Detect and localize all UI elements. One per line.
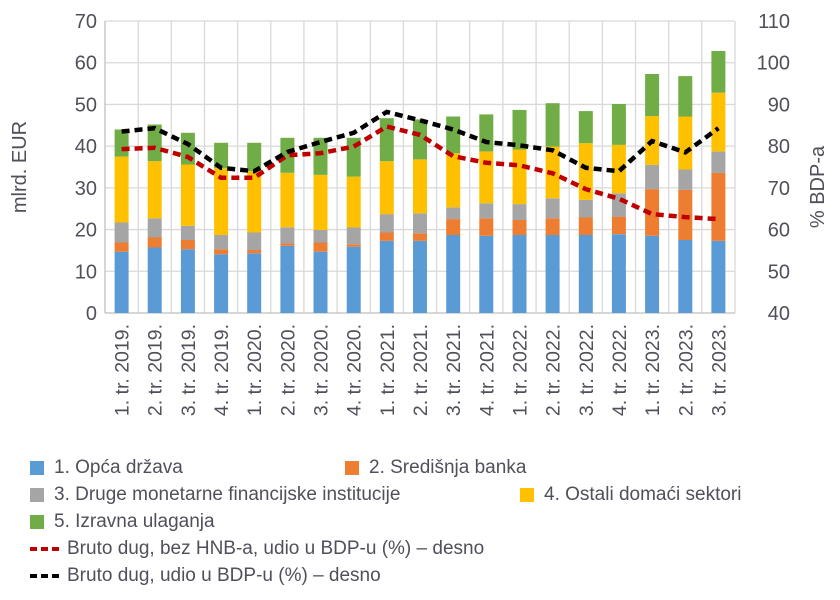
bar-segment: [247, 250, 261, 253]
legend-item-sredisnja-banka: [345, 457, 526, 479]
svg-text:3. tr. 2021.: 3. tr. 2021.: [443, 324, 466, 417]
legend-row-3: [0, 508, 840, 535]
bar-segment: [546, 198, 560, 218]
bar-segment: [711, 93, 725, 152]
legend-swatch-orange: [345, 461, 359, 475]
svg-text:1. tr. 2019.: 1. tr. 2019.: [111, 324, 134, 417]
legend-swatch-green: [30, 515, 44, 529]
left-axis-title: mlrd. EUR: [9, 120, 31, 214]
legend-row-5: [0, 562, 840, 589]
bar-segment: [280, 228, 294, 244]
bar-segment: [347, 247, 361, 313]
bar-segment: [115, 243, 129, 252]
bar-segment: [314, 175, 328, 230]
bar-segment: [711, 152, 725, 173]
svg-text:80: 80: [767, 136, 790, 159]
svg-text:1. tr. 2022.: 1. tr. 2022.: [509, 324, 532, 417]
bar-segment: [148, 161, 162, 218]
bar-segment: [446, 235, 460, 313]
legend-swatch-blue: [30, 461, 44, 475]
bar-segment: [612, 104, 626, 145]
svg-text:70: 70: [767, 177, 790, 200]
red-dashed-line-icon: [30, 547, 59, 551]
bar-segment: [446, 153, 460, 207]
bar-segment: [247, 171, 261, 232]
svg-text:10: 10: [74, 261, 97, 284]
bar-segment: [446, 208, 460, 220]
bar-segment: [612, 234, 626, 313]
bar-segment: [579, 218, 593, 236]
svg-text:4. tr. 2020.: 4. tr. 2020.: [343, 324, 366, 417]
legend-item-opca-drzava: [30, 457, 345, 479]
bar-segment: [347, 244, 361, 247]
svg-text:3. tr. 2020.: 3. tr. 2020.: [310, 324, 333, 417]
legend-item-izravna-ulaganja: [30, 511, 215, 533]
svg-text:50: 50: [767, 261, 790, 284]
svg-text:60: 60: [74, 52, 97, 75]
bar-segment: [513, 150, 527, 205]
bar-segment: [678, 240, 692, 313]
svg-text:70: 70: [74, 11, 97, 33]
svg-text:30: 30: [74, 177, 97, 200]
bar-segment: [115, 252, 129, 313]
bar-segment: [413, 213, 427, 233]
bar-segment: [678, 117, 692, 170]
svg-text:40: 40: [74, 136, 97, 159]
bar-segment: [678, 76, 692, 117]
legend-item-bruto-dug-bez-hnb: [30, 538, 484, 560]
svg-text:0: 0: [85, 303, 97, 325]
svg-text:2. tr. 2023.: 2. tr. 2023.: [675, 324, 698, 417]
svg-text:90: 90: [767, 94, 790, 117]
bar-segment: [413, 233, 427, 241]
bar-segment: [181, 133, 195, 165]
bar-segment: [314, 230, 328, 243]
bar-segment: [413, 160, 427, 214]
svg-text:3. tr. 2023.: 3. tr. 2023.: [708, 324, 731, 417]
bar-segment: [645, 74, 659, 116]
legend-item-druge-monetarne: [30, 484, 520, 506]
bar-segment: [181, 240, 195, 249]
bar-segment: [413, 241, 427, 313]
bar-segment: [115, 223, 129, 243]
svg-text:1. tr. 2023.: 1. tr. 2023.: [642, 324, 665, 417]
chart-legend: [0, 450, 840, 589]
bar-segment: [479, 236, 493, 313]
svg-text:1. tr. 2020.: 1. tr. 2020.: [244, 324, 267, 417]
bar-segment: [711, 173, 725, 241]
bar-segment: [247, 253, 261, 313]
svg-text:110: 110: [758, 11, 790, 33]
legend-label-druge-monetarne: 3. Druge monetarne financijske institucije: [54, 483, 401, 505]
legend-row-4: [0, 535, 840, 562]
bar-segment: [479, 203, 493, 218]
bar-segment: [380, 118, 394, 161]
legend-item-ostali-domaci: [520, 484, 741, 506]
bar-segment: [280, 246, 294, 313]
svg-text:20: 20: [74, 219, 97, 242]
bar-segment: [711, 51, 725, 93]
legend-swatch-yellow: [520, 488, 534, 502]
bar-segment: [546, 218, 560, 235]
legend-label-sredisnja-banka: 2. Središnja banka: [369, 456, 527, 478]
bar-segment: [280, 243, 294, 246]
bar-segment: [314, 252, 328, 313]
bar-segment: [513, 204, 527, 220]
svg-text:3. tr. 2022.: 3. tr. 2022.: [575, 324, 598, 417]
bar-segment: [513, 220, 527, 235]
bar-segment: [148, 218, 162, 237]
legend-label-ostali-domaci: 4. Ostali domaći sektori: [544, 483, 742, 505]
svg-text:40: 40: [767, 303, 790, 325]
svg-text:60: 60: [767, 219, 790, 242]
svg-text:3. tr. 2019.: 3. tr. 2019.: [177, 324, 200, 417]
bar-segment: [579, 200, 593, 218]
bar-segment: [446, 117, 460, 154]
legend-row-1: [0, 454, 840, 481]
bar-segment: [380, 233, 394, 241]
svg-text:2. tr. 2021.: 2. tr. 2021.: [410, 324, 432, 417]
bar-segment: [546, 235, 560, 313]
bar-segment: [711, 241, 725, 313]
svg-text:4. tr. 2021.: 4. tr. 2021.: [476, 324, 499, 417]
bar-segment: [380, 161, 394, 214]
svg-text:2. tr. 2020.: 2. tr. 2020.: [277, 324, 300, 417]
svg-text:1. tr. 2021.: 1. tr. 2021.: [376, 324, 399, 417]
bar-segment: [579, 111, 593, 143]
bar-segment: [513, 235, 527, 313]
bar-segment: [314, 243, 328, 252]
legend-label-bruto-dug: Bruto dug, udio u BDP-u (%) – desno: [67, 564, 381, 586]
bar-segment: [479, 152, 493, 204]
bar-segment: [347, 228, 361, 245]
bar-segment: [479, 218, 493, 236]
legend-swatch-gray: [30, 488, 44, 502]
bar-segment: [181, 165, 195, 226]
bar-segment: [579, 235, 593, 313]
bar-segment: [546, 103, 560, 146]
legend-label-opca-drzava: 1. Opća država: [54, 456, 183, 478]
legend-label-izravna-ulaganja: 5. Izravna ulaganja: [54, 510, 215, 532]
bar-segment: [214, 254, 228, 313]
bar-segment: [612, 217, 626, 235]
bar-segment: [380, 241, 394, 313]
svg-text:4. tr. 2022.: 4. tr. 2022.: [608, 324, 631, 417]
bar-segment: [347, 177, 361, 228]
bar-segment: [380, 214, 394, 232]
bar-segment: [645, 236, 659, 313]
legend-item-bruto-dug: [30, 565, 381, 587]
bar-segment: [214, 249, 228, 254]
bar-segment: [280, 173, 294, 228]
bar-segment: [148, 248, 162, 314]
svg-text:2. tr. 2019.: 2. tr. 2019.: [144, 324, 167, 417]
bar-segment: [214, 235, 228, 249]
bar-segment: [181, 249, 195, 313]
bar-segment: [181, 226, 195, 240]
bar-segment: [479, 114, 493, 151]
legend-label-bruto-dug-bez-hnb: Bruto dug, bez HNB-a, udio u BDP-u (%) – desno: [67, 537, 485, 559]
svg-text:4. tr. 2019.: 4. tr. 2019.: [211, 324, 234, 417]
svg-text:2. tr. 2022.: 2. tr. 2022.: [542, 324, 565, 417]
bar-segment: [446, 219, 460, 235]
bar-segment: [645, 165, 659, 189]
bar-segment: [115, 130, 129, 157]
bar-segment: [148, 238, 162, 248]
svg-text:100: 100: [756, 52, 790, 75]
black-dashed-line-icon: [30, 574, 59, 578]
bar-segment: [115, 157, 129, 223]
svg-text:50: 50: [74, 94, 97, 117]
right-axis-title: % BDP-a: [807, 145, 829, 229]
legend-row-2: [0, 481, 840, 508]
bar-segment: [678, 170, 692, 190]
bar-segment: [247, 233, 261, 251]
